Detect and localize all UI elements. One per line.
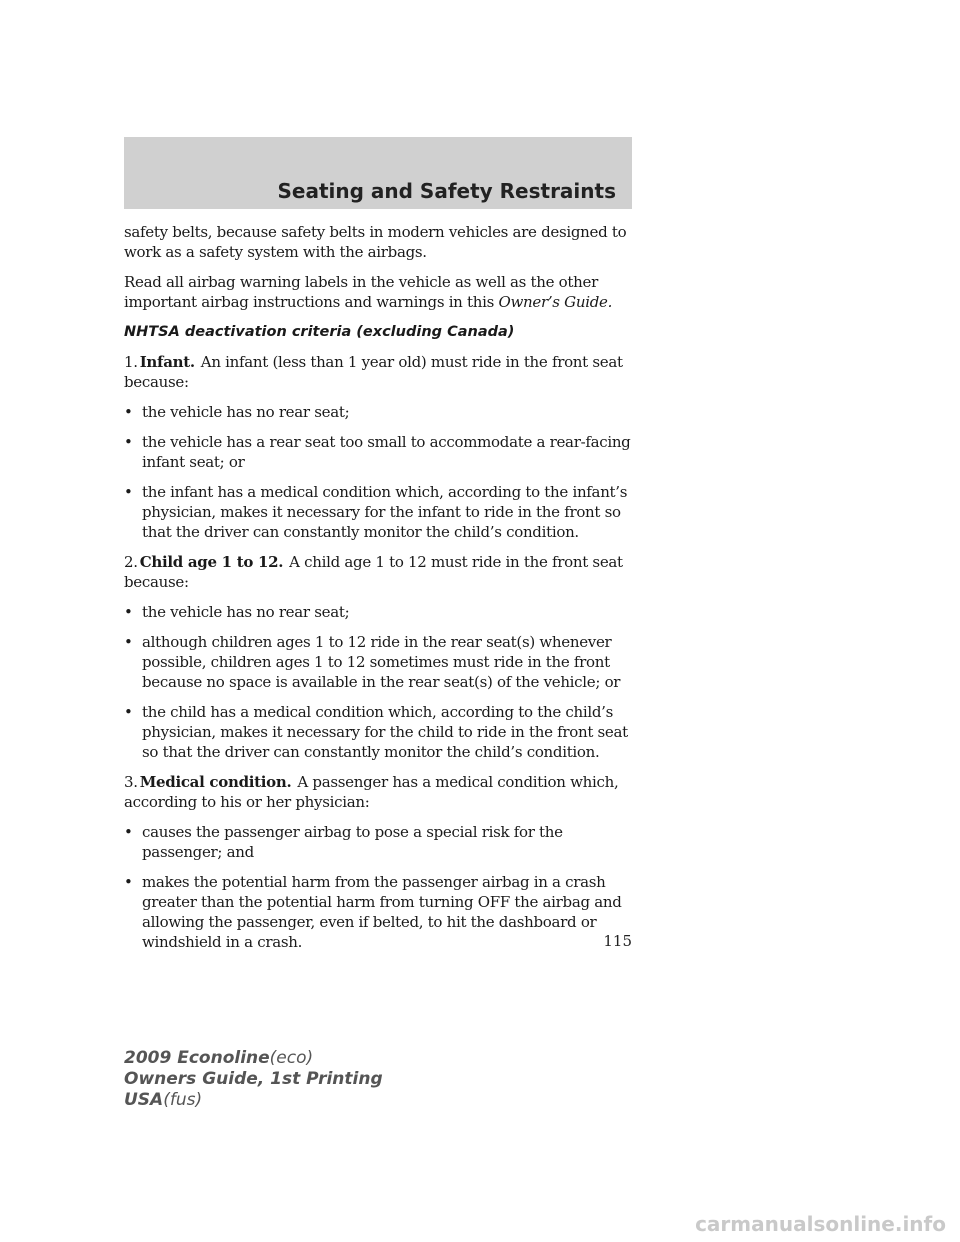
bullet-icon: • — [124, 873, 133, 891]
item-text: An infant (less than 1 year old) must ride in the front seat because: — [124, 353, 623, 391]
item-number: 3. — [124, 773, 138, 791]
bullet-text: the child has a medical condition which, according to the child’s physician, makes it necessary for the child to ride in the front seat so that the driver can constantly monitor the child’s condition. — [142, 703, 628, 761]
item-label: Child age 1 to 12. — [139, 553, 284, 571]
criteria-item-child — [124, 552, 632, 592]
bullet-text: the vehicle has no rear seat; — [142, 603, 350, 621]
bullet-icon: • — [124, 703, 133, 721]
print-footer — [124, 1048, 383, 1111]
bullet-text: makes the potential harm from the passenger airbag in a crash greater than the potential harm from turning OFF the airbag and allowing the passenger, even if belted, to hit the dashboard or windshield in a crash. — [142, 873, 622, 951]
criteria-item-medical — [124, 772, 632, 812]
bullet-icon: • — [124, 433, 133, 451]
footer-model: 2009 Econoline — [124, 1048, 270, 1068]
section-header-band — [124, 137, 632, 209]
section-title: Seating and Safety Restraints — [277, 179, 616, 203]
owners-guide-reference: Owner’s Guide. — [498, 293, 613, 311]
footer-market-code: (fus) — [163, 1090, 203, 1110]
list-item — [124, 432, 632, 472]
intro-text: Read all airbag warning labels in the vehicle as well as the other important airbag instructions and warnings in this — [124, 273, 598, 311]
section-heading: NHTSA deactivation criteria (excluding Canada) — [124, 324, 515, 340]
bullet-text: the infant has a medical condition which, according to the infant’s physician, makes it necessary for the infant to ride in the front so that the driver can constantly monitor the child’s condition. — [142, 483, 628, 541]
intro-paragraph-2 — [124, 272, 632, 312]
list-item — [124, 872, 632, 952]
item-label: Medical condition. — [139, 773, 292, 791]
bullet-text: the vehicle has a rear seat too small to accommodate a rear-facing infant seat; or — [142, 433, 631, 471]
list-item — [124, 702, 632, 762]
list-item — [124, 482, 632, 542]
page-body — [124, 222, 632, 962]
page-number: 115 — [603, 932, 632, 950]
site-watermark: carmanualsonline.info — [695, 1212, 946, 1236]
bullet-icon: • — [124, 823, 133, 841]
footer-line-3 — [124, 1090, 383, 1111]
bullet-text: although children ages 1 to 12 ride in the rear seat(s) whenever possible, children ages 1 to 12 sometimes must ride in the front because no space is available in the rear seat(s) of the vehicle; or — [142, 633, 621, 691]
bullet-icon: • — [124, 603, 133, 621]
bullet-text: the vehicle has no rear seat; — [142, 403, 350, 421]
bullet-icon: • — [124, 633, 133, 651]
footer-market: USA — [124, 1090, 164, 1110]
list-item — [124, 632, 632, 692]
criteria-item-infant — [124, 352, 632, 392]
list-item — [124, 822, 632, 862]
item-number: 1. — [124, 353, 138, 371]
bullet-text: causes the passenger airbag to pose a special risk for the passenger; and — [142, 823, 563, 861]
list-item — [124, 402, 632, 422]
intro-paragraph-1: safety belts, because safety belts in modern vehicles are designed to work as a safety system with the airbags. — [124, 223, 627, 261]
footer-line-1 — [124, 1048, 383, 1069]
footer-line-2: Owners Guide, 1st Printing — [124, 1069, 383, 1089]
bullet-icon: • — [124, 403, 133, 421]
bullet-icon: • — [124, 483, 133, 501]
list-item — [124, 602, 632, 622]
footer-model-code: (eco) — [269, 1048, 314, 1068]
item-label: Infant. — [139, 353, 195, 371]
item-text: A child age 1 to 12 must ride in the front seat because: — [124, 553, 623, 591]
item-number: 2. — [124, 553, 138, 571]
item-text: A passenger has a medical condition which, according to his or her physician: — [124, 773, 619, 811]
